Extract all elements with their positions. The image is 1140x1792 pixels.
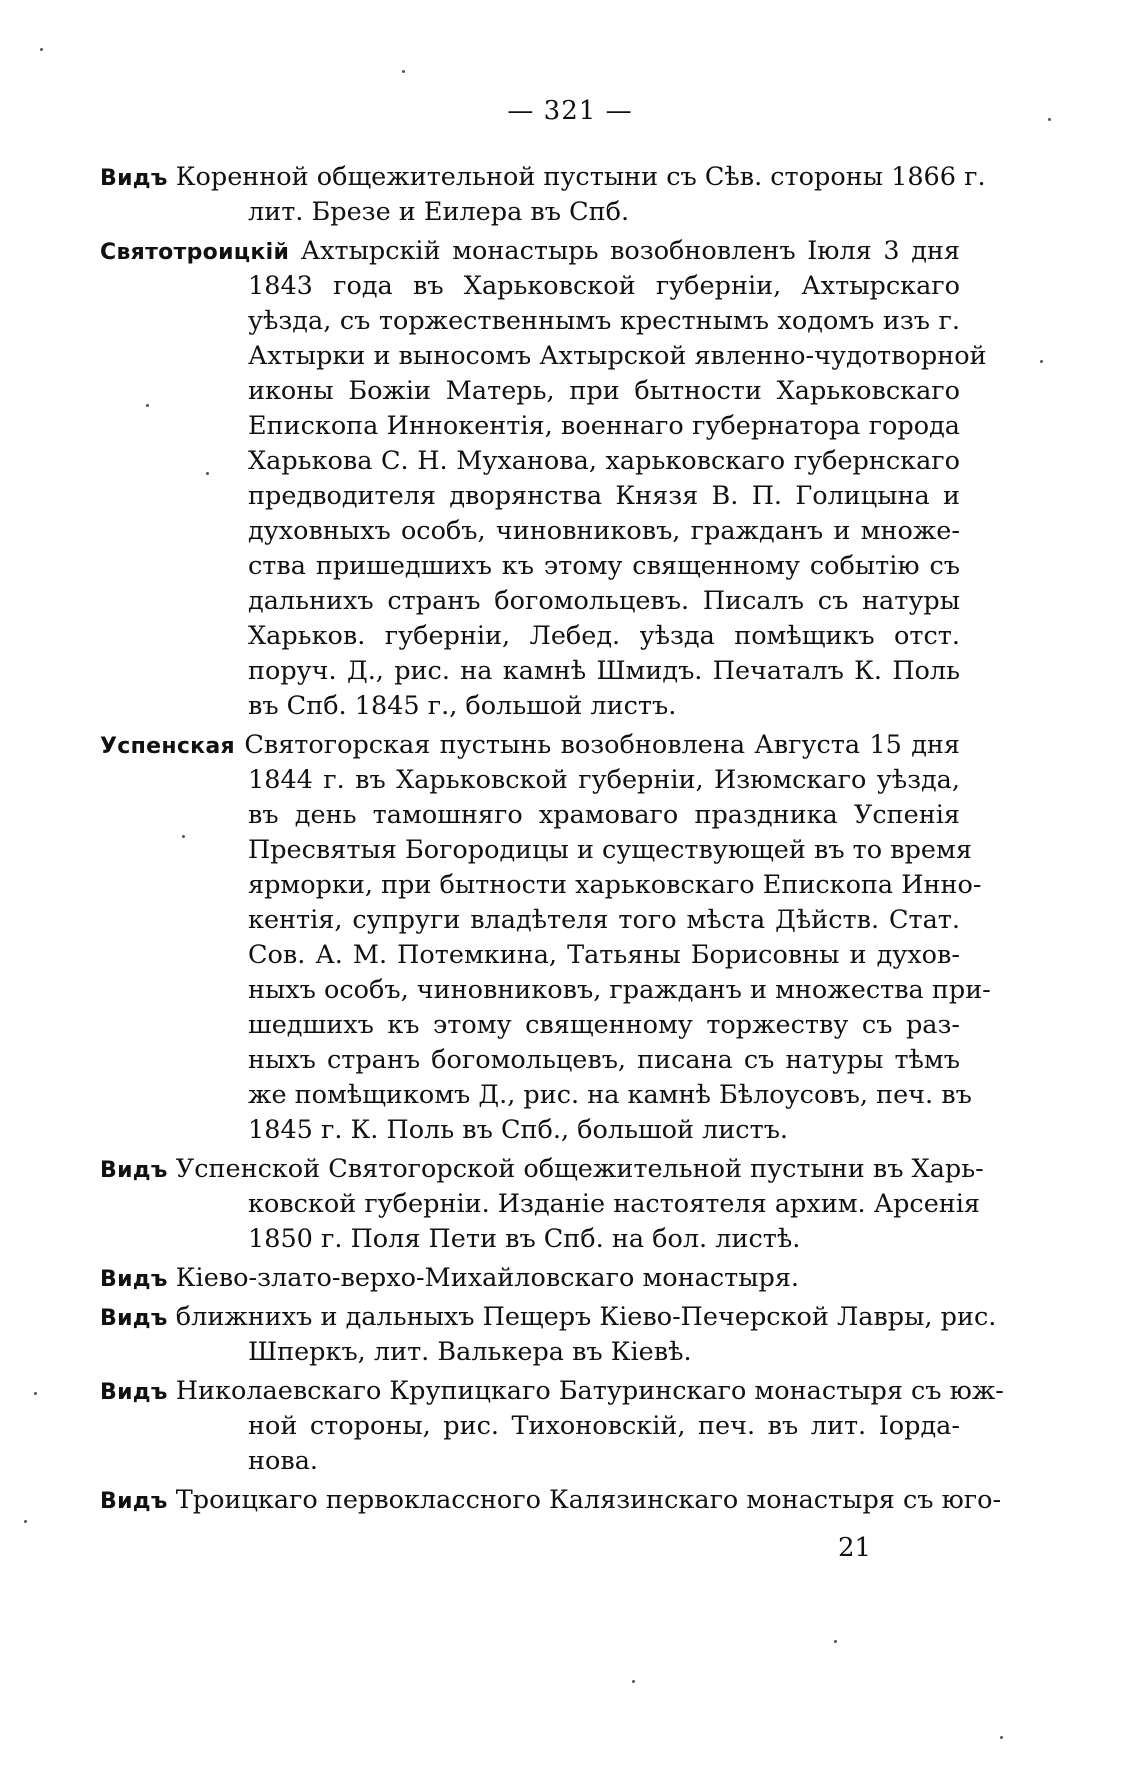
catalog-entry (100, 234, 987, 724)
catalog-entry (100, 728, 991, 1148)
entry-line: Кіево-злато-верхо-Михайловскаго монастыря. (175, 1263, 800, 1293)
entry-line: ближнихъ и дальныхъ Пещеръ Кіево-Печерской Лавры, рис. (175, 1302, 997, 1332)
entry-line: иконы Божіи Матерь, при бытности Харьковскаго (248, 376, 960, 406)
entry-lead-word: Видъ (100, 1158, 168, 1183)
entry-lead-word: Святотроицкій (100, 240, 290, 265)
entry-line: 1843 года въ Харьковской губерніи, Ахтырскаго (248, 271, 960, 301)
scan-speck (402, 70, 405, 73)
scan-speck (632, 1680, 635, 1683)
catalog-entry (100, 160, 986, 230)
entry-line: Сов. А. М. Потемкина, Татьяны Борисовны и духов- (248, 940, 960, 970)
scan-speck (182, 835, 185, 838)
entry-line: Троицкаго первоклассного Калязинскаго монастыря съ юго- (175, 1485, 1002, 1515)
entry-line: кентія, супруги владѣтеля того мѣста Дѣйств. Стат. (248, 905, 960, 935)
entry-line: 1845 г. К. Поль въ Спб., большой листъ. (248, 1115, 789, 1145)
entry-line: Николаевскаго Крупицкаго Батуринскаго монастыря съ юж- (175, 1376, 1004, 1406)
entry-lead-word: Видъ (100, 166, 168, 191)
entry-line: Коренной общежительной пустыни съ Сѣв. стороны 1866 г. (175, 162, 986, 192)
catalog-entry (100, 1152, 984, 1257)
scan-speck (206, 472, 209, 475)
entry-line: 1850 г. Поля Пети въ Спб. на бол. листѣ. (248, 1224, 801, 1254)
entry-line: Ахтырки и выносомъ Ахтырской явленно-чудотворной (248, 341, 987, 371)
page-number-header: — 321 — (507, 96, 633, 126)
entry-lead-word: Успенская (100, 734, 235, 759)
entry-lead-word: Видъ (100, 1489, 168, 1514)
catalog-entry (100, 1261, 960, 1296)
scan-speck (40, 48, 43, 51)
scan-speck (24, 1520, 27, 1523)
entry-line: Харькова С. Н. Муханова, харьковскаго губернскаго (248, 446, 960, 476)
scan-speck (146, 404, 149, 407)
entry-line: духовныхъ особъ, чиновниковъ, гражданъ и множе- (248, 516, 960, 546)
entry-line: Епископа Иннокентія, военнаго губернатора города (248, 411, 960, 441)
entry-line: ковской губерніи. Изданіе настоятеля архим. Арсенія (248, 1189, 981, 1219)
scan-speck (1040, 360, 1043, 363)
entry-line: нова. (248, 1446, 319, 1476)
entry-line: Шперкъ, лит. Валькера въ Кіевѣ. (248, 1337, 692, 1367)
entry-line: уѣзда, съ торжественнымъ крестнымъ ходомъ изъ г. (248, 306, 960, 336)
entry-lead-word: Видъ (100, 1380, 168, 1405)
entry-line: же помѣщикомъ Д., рис. на камнѣ Бѣлоусовъ, печ. въ (248, 1080, 972, 1110)
entry-line: Ахтырскій монастырь возобновленъ Іюля 3 дня (300, 236, 960, 266)
scan-speck (834, 1640, 837, 1643)
entry-line: въ Спб. 1845 г., большой листъ. (248, 691, 677, 721)
entry-lead-word: Видъ (100, 1306, 168, 1331)
entry-line: въ день тамошняго храмоваго праздника Успенія (248, 800, 960, 830)
entry-line: ныхъ странъ богомольцевъ, писана съ натуры тѣмъ (248, 1045, 960, 1075)
entry-lead-word: Видъ (100, 1267, 168, 1292)
entry-line: Успенской Святогорской общежительной пустыни въ Харь- (175, 1154, 984, 1184)
entry-line: ной стороны, рис. Тихоновскій, печ. въ лит. Іорда- (248, 1411, 960, 1441)
catalog-entries (100, 160, 1004, 1522)
scan-speck (1000, 1736, 1003, 1739)
catalog-entry (100, 1300, 997, 1370)
entry-line: Святогорская пустынь возобновлена Августа 15 дня (244, 730, 960, 760)
entry-line: Харьков. губерніи, Лебед. уѣзда помѣщикъ отст. (248, 621, 960, 651)
entry-line: шедшихъ къ этому священному торжеству съ раз- (248, 1010, 960, 1040)
printer-signature-mark: 21 (838, 1533, 872, 1563)
entry-line: предводителя дворянства Князя В. П. Голицына и (248, 481, 960, 511)
catalog-entry (100, 1483, 1002, 1518)
entry-line: лит. Брезе и Еилера въ Спб. (248, 197, 630, 227)
catalog-entry (100, 1374, 1004, 1479)
scan-speck (34, 1392, 37, 1395)
scan-speck (1048, 118, 1051, 121)
entry-line: ства пришедшихъ къ этому священному событію съ (248, 551, 960, 581)
entry-line: ныхъ особъ, чиновниковъ, гражданъ и множества при- (248, 975, 991, 1005)
entry-line: Пресвятыя Богородицы и существующей въ то время (248, 835, 972, 865)
entry-line: ярморки, при бытности харьковскаго Епископа Инно- (248, 870, 982, 900)
entry-line: 1844 г. въ Харьковской губерніи, Изюмскаго уѣзда, (248, 765, 960, 795)
entry-line: дальнихъ странъ богомольцевъ. Писалъ съ натуры (248, 586, 960, 616)
entry-line: поруч. Д., рис. на камнѣ Шмидъ. Печаталъ К. Поль (248, 656, 960, 686)
